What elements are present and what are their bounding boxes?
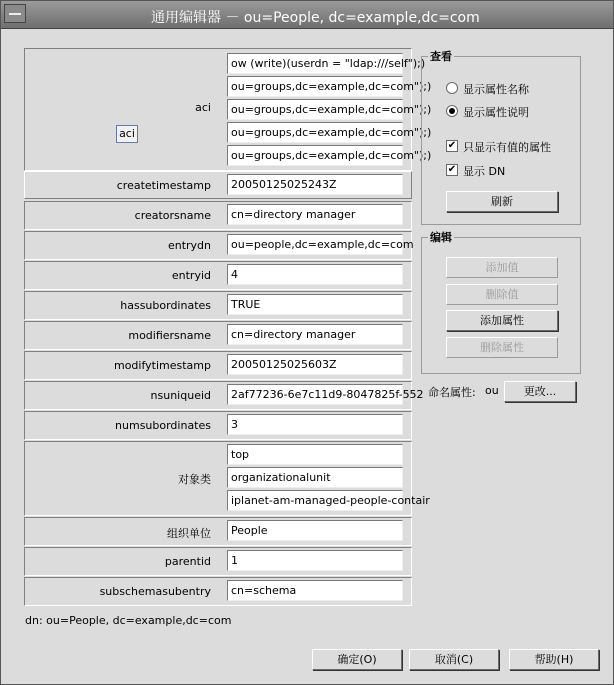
attr-value[interactable]: cn=schema (227, 580, 403, 601)
add-value-button[interactable]: 添加值 (446, 257, 558, 278)
add-attribute-button[interactable]: 添加属性 (446, 310, 558, 331)
attr-row-hassubordinates (24, 291, 412, 320)
attr-row-modifytimestamp (24, 351, 412, 380)
attr-value[interactable]: 1 (227, 550, 403, 571)
attr-row-subschemasubentry (24, 577, 412, 606)
refresh-button[interactable]: 刷新 (446, 191, 558, 212)
edit-group (421, 231, 581, 374)
aci-edit-button[interactable]: aci (116, 125, 138, 143)
aci-value-2[interactable]: ou=groups,dc=example,dc=com");) (227, 76, 403, 97)
attr-value[interactable]: cn=directory manager (227, 324, 403, 345)
attr-value[interactable]: 4 (227, 264, 403, 285)
attr-label: hassubordinates (120, 299, 211, 312)
attr-row-parentid (24, 547, 412, 576)
attr-label: entryid (171, 269, 211, 282)
attr-row-numsubordinates (24, 411, 412, 440)
aci-value-5[interactable]: ou=groups,dc=example,dc=com");) (227, 145, 403, 166)
objectclass-value-2[interactable]: organizationalunit (227, 467, 403, 488)
ok-button[interactable]: 确定(O) (312, 649, 402, 670)
attribute-panel (24, 48, 432, 606)
attr-row-creatorsname (24, 201, 412, 230)
attr-label: aci (195, 101, 211, 114)
delete-value-button[interactable]: 删除值 (446, 284, 558, 305)
attr-label: createtimestamp (116, 179, 211, 192)
delete-attribute-button[interactable]: 删除属性 (446, 337, 558, 358)
title-bar (1, 1, 613, 29)
attr-row-modifiersname (24, 321, 412, 350)
edit-group-title: 编辑 (430, 231, 452, 244)
attr-value[interactable]: 20050125025243Z (227, 174, 403, 195)
attr-value[interactable]: ou=people,dc=example,dc=com (227, 234, 403, 255)
view-group (421, 50, 581, 225)
attr-label: parentid (164, 555, 211, 568)
show-attr-desc-radio[interactable] (446, 105, 458, 117)
objectclass-value-3[interactable]: iplanet-am-managed-people-contair (227, 490, 403, 511)
dn-status: dn: ou=People, dc=example,dc=com (25, 614, 232, 627)
attr-label: 对象类 (178, 473, 211, 486)
show-dn-label[interactable]: 显示 DN (463, 165, 506, 178)
show-attr-desc-label[interactable]: 显示属性说明 (463, 106, 529, 119)
attr-value[interactable]: TRUE (227, 294, 403, 315)
attr-label: subschemasubentry (99, 585, 211, 598)
attr-value[interactable]: 2af77236-6e7c11d9-8047825f-552 (227, 384, 403, 405)
window-menu-button[interactable] (4, 4, 26, 23)
attr-value[interactable]: 3 (227, 414, 403, 435)
attr-row-createtimestamp[interactable] (24, 171, 412, 199)
show-dn-checkbox[interactable]: ✔ (447, 164, 457, 175)
attr-value[interactable]: cn=directory manager (227, 204, 403, 225)
naming-attr-label: 命名属性: (428, 386, 476, 399)
attr-row-entrydn (24, 231, 412, 260)
aci-value-1[interactable]: ow (write)(userdn = "ldap:///self");) (227, 53, 403, 74)
attr-row-ou (24, 517, 412, 546)
show-attr-names-label[interactable]: 显示属性名称 (463, 83, 529, 96)
cancel-button[interactable]: 取消(C) (409, 649, 499, 670)
change-naming-button[interactable]: 更改... (504, 381, 576, 402)
attr-row-aci (24, 48, 432, 171)
naming-attr-value: ou (485, 384, 499, 397)
attr-label: creatorsname (134, 209, 211, 222)
only-with-values-label[interactable]: 只显示有值的属性 (463, 141, 551, 154)
objectclass-value-1[interactable]: top (227, 444, 403, 465)
attr-label: nsuniqueid (150, 389, 211, 402)
attr-row-entryid (24, 261, 412, 290)
attr-value[interactable]: 20050125025603Z (227, 354, 403, 375)
only-with-values-checkbox[interactable]: ✔ (447, 140, 457, 151)
attr-value[interactable]: People (227, 520, 403, 541)
aci-value-3[interactable]: ou=groups,dc=example,dc=com");) (227, 99, 403, 120)
attr-label: entrydn (167, 239, 211, 252)
show-attr-names-radio[interactable] (446, 82, 458, 94)
window-title: 通用编辑器 － ou=People, dc=example,dc=com (151, 10, 480, 26)
view-group-title: 查看 (430, 50, 452, 63)
attr-label: 组织单位 (167, 527, 211, 540)
attr-row-objectclass (24, 441, 430, 516)
attr-label: numsubordinates (115, 419, 211, 432)
help-button[interactable]: 帮助(H) (509, 649, 599, 670)
attr-label: modifytimestamp (113, 359, 211, 372)
aci-value-4[interactable]: ou=groups,dc=example,dc=com");) (227, 122, 403, 143)
attr-label: modifiersname (128, 329, 211, 342)
attr-row-nsuniqueid (24, 381, 424, 410)
